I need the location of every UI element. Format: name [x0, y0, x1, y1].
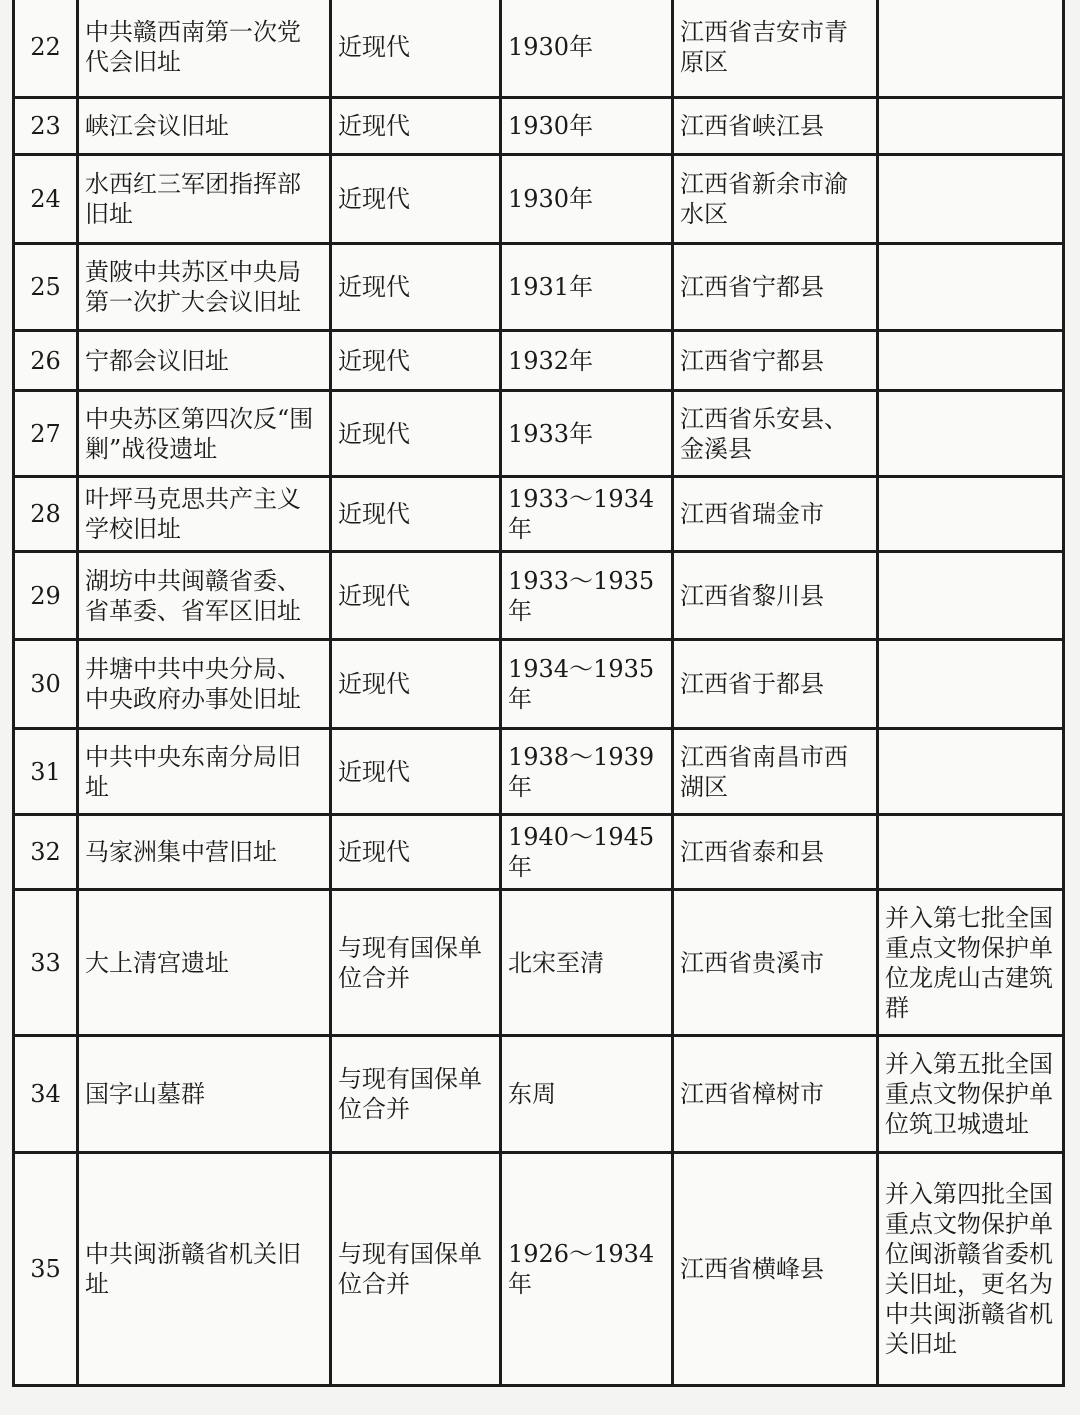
site-location: 江西省贵溪市: [673, 890, 878, 1036]
site-category: 近现代: [331, 0, 501, 98]
site-category: 近现代: [331, 640, 501, 729]
site-location: 江西省泰和县: [673, 815, 878, 890]
site-era: 1933～1934年: [501, 477, 673, 552]
row-number: 23: [14, 98, 78, 155]
table-row: [14, 155, 1064, 244]
site-note: 并入第四批全国重点文物保护单位闽浙赣省委机关旧址，更名为中共闽浙赣省机关旧址: [878, 1153, 1064, 1386]
site-era: 1932年: [501, 331, 673, 391]
table-row: [14, 890, 1064, 1036]
site-name: 国字山墓群: [78, 1036, 331, 1153]
site-note: [878, 477, 1064, 552]
site-era: 北宋至清: [501, 890, 673, 1036]
row-number: 26: [14, 331, 78, 391]
row-number: 30: [14, 640, 78, 729]
site-category: 近现代: [331, 552, 501, 640]
table-row: [14, 1153, 1064, 1386]
site-note: [878, 391, 1064, 477]
site-location: 江西省瑞金市: [673, 477, 878, 552]
site-location: 江西省吉安市青原区: [673, 0, 878, 98]
site-era: 1933年: [501, 391, 673, 477]
site-name: 水西红三军团指挥部旧址: [78, 155, 331, 244]
table-row: [14, 331, 1064, 391]
table-row: [14, 244, 1064, 331]
site-note: [878, 729, 1064, 815]
table-row: [14, 640, 1064, 729]
site-name: 中共赣西南第一次党代会旧址: [78, 0, 331, 98]
site-category: 近现代: [331, 391, 501, 477]
site-category: 近现代: [331, 477, 501, 552]
site-category: 近现代: [331, 155, 501, 244]
site-location: 江西省横峰县: [673, 1153, 878, 1386]
site-era: 1930年: [501, 0, 673, 98]
site-category: 与现有国保单位合并: [331, 890, 501, 1036]
site-name: 马家洲集中营旧址: [78, 815, 331, 890]
site-note: [878, 0, 1064, 98]
site-category: 与现有国保单位合并: [331, 1036, 501, 1153]
table-row: [14, 552, 1064, 640]
site-era: 1930年: [501, 155, 673, 244]
heritage-sites-table: [12, 0, 1065, 1387]
site-category: 近现代: [331, 98, 501, 155]
site-note: [878, 815, 1064, 890]
row-number: 27: [14, 391, 78, 477]
site-era: 东周: [501, 1036, 673, 1153]
row-number: 28: [14, 477, 78, 552]
row-number: 24: [14, 155, 78, 244]
site-category: 近现代: [331, 729, 501, 815]
site-category: 近现代: [331, 331, 501, 391]
site-era: 1931年: [501, 244, 673, 331]
row-number: 25: [14, 244, 78, 331]
site-era: 1930年: [501, 98, 673, 155]
row-number: 34: [14, 1036, 78, 1153]
site-name: 黄陂中共苏区中央局第一次扩大会议旧址: [78, 244, 331, 331]
table-row: [14, 729, 1064, 815]
table-row: [14, 391, 1064, 477]
site-location: 江西省宁都县: [673, 331, 878, 391]
site-note: [878, 552, 1064, 640]
table-row: [14, 1036, 1064, 1153]
site-name: 中央苏区第四次反“围剿”战役遗址: [78, 391, 331, 477]
site-location: 江西省宁都县: [673, 244, 878, 331]
site-note: [878, 244, 1064, 331]
site-location: 江西省峡江县: [673, 98, 878, 155]
row-number: 22: [14, 0, 78, 98]
site-era: 1934～1935年: [501, 640, 673, 729]
site-name: 峡江会议旧址: [78, 98, 331, 155]
row-number: 31: [14, 729, 78, 815]
table-row: [14, 477, 1064, 552]
site-name: 井塘中共中央分局、中央政府办事处旧址: [78, 640, 331, 729]
site-location: 江西省于都县: [673, 640, 878, 729]
site-note: [878, 155, 1064, 244]
row-number: 29: [14, 552, 78, 640]
site-era: 1938～1939年: [501, 729, 673, 815]
site-note: 并入第七批全国重点文物保护单位龙虎山古建筑群: [878, 890, 1064, 1036]
table-row: [14, 815, 1064, 890]
site-note: 并入第五批全国重点文物保护单位筑卫城遗址: [878, 1036, 1064, 1153]
site-name: 大上清宫遗址: [78, 890, 331, 1036]
site-note: [878, 98, 1064, 155]
site-name: 叶坪马克思共产主义学校旧址: [78, 477, 331, 552]
site-location: 江西省新余市渝水区: [673, 155, 878, 244]
site-category: 与现有国保单位合并: [331, 1153, 501, 1386]
row-number: 35: [14, 1153, 78, 1386]
site-era: 1926～1934年: [501, 1153, 673, 1386]
site-location: 江西省樟树市: [673, 1036, 878, 1153]
site-location: 江西省黎川县: [673, 552, 878, 640]
site-location: 江西省乐安县、金溪县: [673, 391, 878, 477]
site-category: 近现代: [331, 244, 501, 331]
row-number: 33: [14, 890, 78, 1036]
site-name: 中共中央东南分局旧址: [78, 729, 331, 815]
row-number: 32: [14, 815, 78, 890]
site-era: 1940～1945年: [501, 815, 673, 890]
site-name: 中共闽浙赣省机关旧址: [78, 1153, 331, 1386]
site-note: [878, 640, 1064, 729]
table-row: [14, 98, 1064, 155]
site-era: 1933～1935年: [501, 552, 673, 640]
site-location: 江西省南昌市西湖区: [673, 729, 878, 815]
site-name: 宁都会议旧址: [78, 331, 331, 391]
site-category: 近现代: [331, 815, 501, 890]
site-note: [878, 331, 1064, 391]
table-row: [14, 0, 1064, 98]
site-name: 湖坊中共闽赣省委、省革委、省军区旧址: [78, 552, 331, 640]
